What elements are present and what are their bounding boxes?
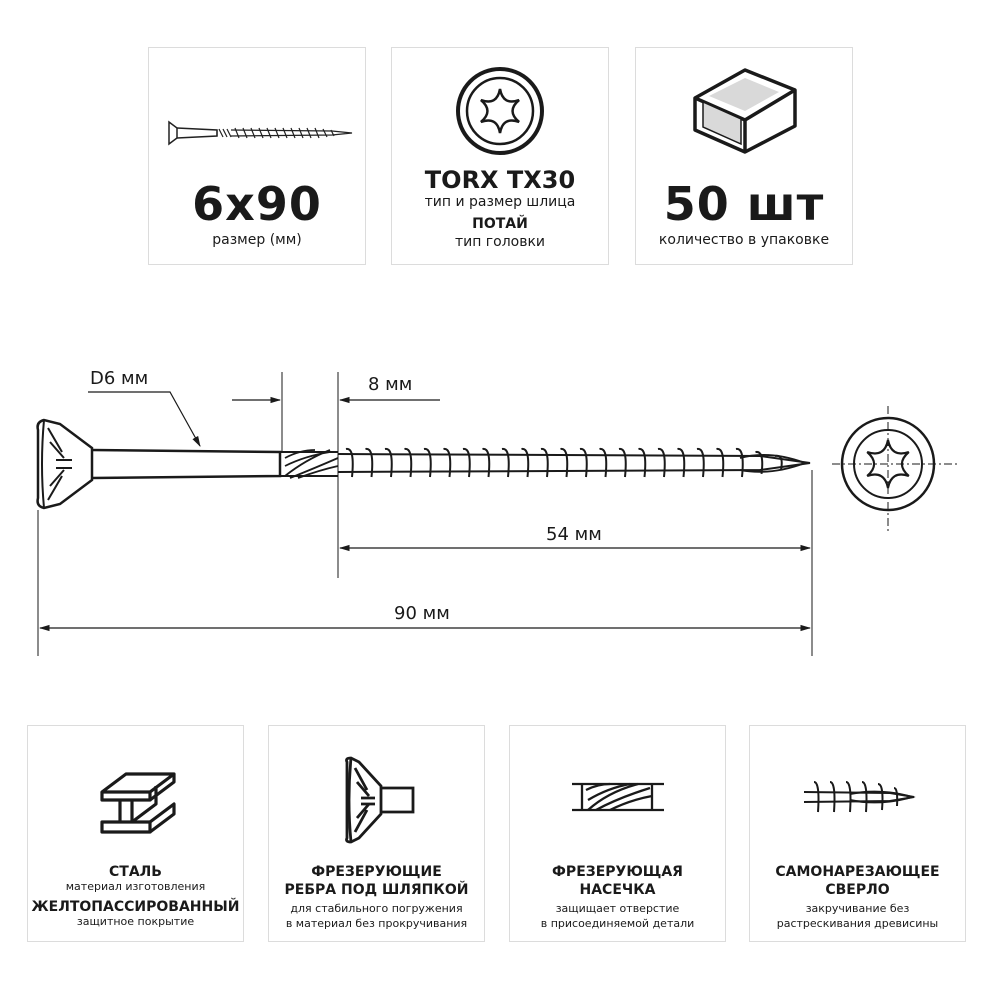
feature-drill-title-1: САМОНАРЕЗАЮЩЕЕ bbox=[775, 864, 940, 880]
feature-card-steel bbox=[27, 725, 244, 942]
package-box-icon bbox=[636, 64, 852, 156]
feature-notch-desc-2: в присоединяемой детали bbox=[540, 917, 695, 930]
feature-card-notch bbox=[509, 725, 726, 942]
feature-notch-title-2: НАСЕЧКА bbox=[579, 882, 656, 898]
feature-coating-desc: защитное покрытие bbox=[76, 915, 195, 928]
feature-drill-title-2: СВЕРЛО bbox=[825, 882, 890, 898]
feature-ribs-desc-1: для стабильного погружения bbox=[290, 902, 463, 915]
head-type-value: ПОТАЙ bbox=[472, 216, 528, 232]
slot-caption: тип и размер шлица bbox=[424, 194, 576, 210]
spec-card-pack bbox=[635, 47, 853, 265]
size-value: 6x90 bbox=[192, 177, 322, 231]
pack-caption: количество в упаковке bbox=[658, 232, 830, 248]
feature-ribs-desc-2: в материал без прокручивания bbox=[285, 917, 468, 930]
spec-card-slot bbox=[391, 47, 609, 265]
milling-notch-icon bbox=[568, 772, 668, 822]
diameter-label: D6 мм bbox=[90, 368, 149, 389]
screw-technical-drawing bbox=[0, 320, 1000, 680]
knurl-length-label: 8 мм bbox=[368, 374, 413, 395]
feature-notch-desc-1: защищает отверстие bbox=[555, 902, 680, 915]
feature-steel-desc: материал изготовления bbox=[65, 880, 206, 893]
feature-drill-desc-2: растрескивания древисины bbox=[776, 917, 939, 930]
size-caption: размер (мм) bbox=[212, 232, 302, 248]
feature-coating-title: ЖЕЛТОПАССИРОВАННЫЙ bbox=[31, 899, 240, 915]
total-length-label: 90 мм bbox=[394, 603, 450, 624]
milling-ribs-icon bbox=[341, 752, 421, 848]
head-type-caption: тип головки bbox=[454, 234, 546, 250]
slot-value: TORX TX30 bbox=[424, 166, 576, 194]
thread-length-label: 54 мм bbox=[546, 524, 602, 545]
feature-card-drill bbox=[749, 725, 966, 942]
self-drilling-tip-icon bbox=[800, 772, 920, 822]
torx-icon bbox=[392, 66, 608, 156]
feature-ribs-title-1: ФРЕЗЕРУЮЩИЕ bbox=[311, 864, 442, 880]
feature-steel-title: СТАЛЬ bbox=[109, 864, 162, 880]
feature-drill-desc-1: закручивание без bbox=[805, 902, 910, 915]
feature-notch-title-1: ФРЕЗЕРУЮЩАЯ bbox=[552, 864, 683, 880]
feature-ribs-title-2: РЕБРА ПОД ШЛЯПКОЙ bbox=[284, 882, 469, 898]
pack-value: 50 шт bbox=[663, 177, 825, 231]
spec-card-size bbox=[148, 47, 366, 265]
feature-card-ribs bbox=[268, 725, 485, 942]
steel-beam-icon bbox=[98, 764, 178, 844]
